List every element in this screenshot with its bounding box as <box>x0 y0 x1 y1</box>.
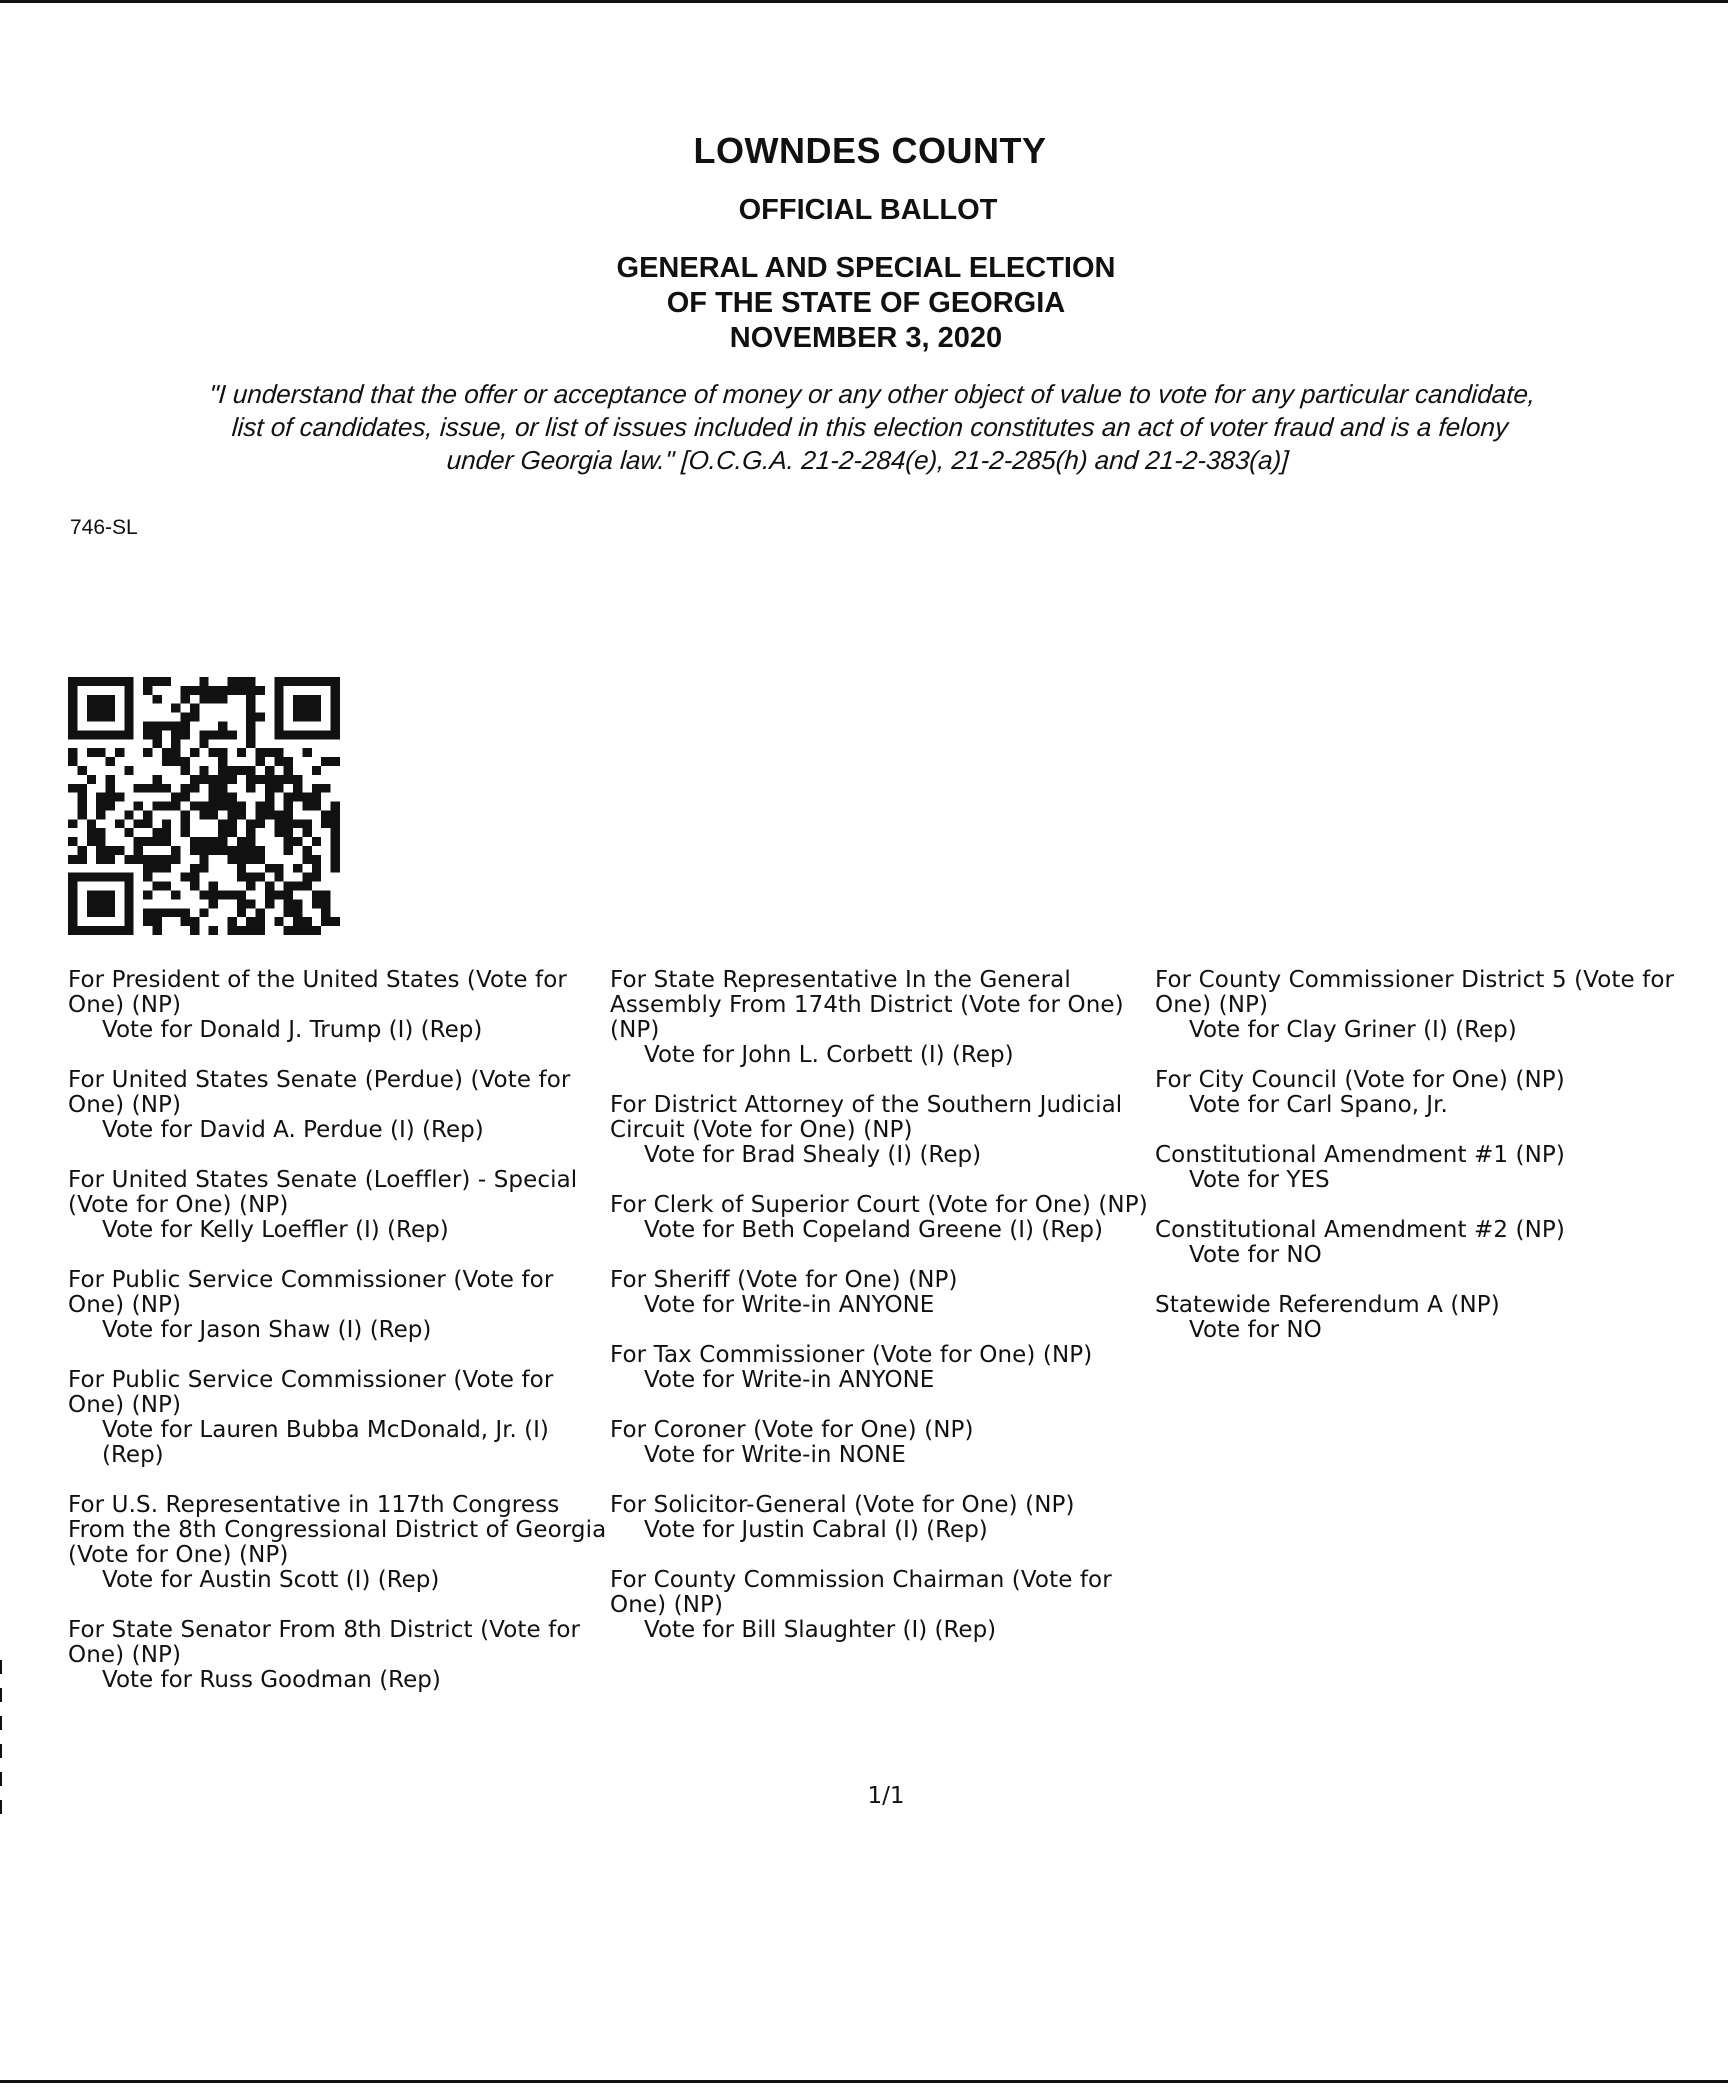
contest-title: For District Attorney of the Southern Judicial Circuit (Vote for One) (NP) <box>610 1092 1123 1143</box>
page-number: 1/1 <box>867 1783 905 1809</box>
contest-title: For Public Service Commissioner (Vote for One) (NP) <box>68 1367 554 1418</box>
ballot-style-code: 746-SL <box>70 516 138 539</box>
contest-choice: Vote for Austin Scott (I) (Rep) <box>102 1567 440 1593</box>
contest-item <box>610 1568 1150 1643</box>
contest-choice: Vote for David A. Perdue (I) (Rep) <box>102 1117 484 1143</box>
contest-item <box>610 1193 1150 1243</box>
contest-item <box>1155 1068 1695 1118</box>
contest-choice: Vote for NO <box>1189 1317 1322 1343</box>
contest-item <box>610 1343 1150 1393</box>
contest-title: For Tax Commissioner (Vote for One) (NP) <box>610 1342 1093 1368</box>
oath-line-1: "I understand that the offer or acceptance of money or any other object of value to vote for any particular candidate, <box>208 379 1537 409</box>
contest-title: For Clerk of Superior Court (Vote for One) (NP) <box>610 1192 1148 1218</box>
contest-choice: Vote for YES <box>1189 1167 1330 1193</box>
contest-item <box>68 1368 608 1468</box>
contest-title: For President of the United States (Vote for One) (NP) <box>68 967 567 1018</box>
contest-title: For Coroner (Vote for One) (NP) <box>610 1417 974 1443</box>
contest-item <box>68 1268 608 1343</box>
contest-item <box>68 968 608 1043</box>
contest-title: For United States Senate (Loeffler) - Special (Vote for One) (NP) <box>68 1167 578 1218</box>
contest-item <box>610 1093 1150 1168</box>
county-title: LOWNDES COUNTY <box>693 130 1047 171</box>
scan-edge-marks <box>0 1660 2 1820</box>
contest-item <box>68 1493 608 1593</box>
contest-choice: Vote for Write-in ANYONE <box>644 1292 935 1318</box>
contest-choice: Vote for Justin Cabral (I) (Rep) <box>644 1517 988 1543</box>
contest-choice: Vote for Carl Spano, Jr. <box>1189 1092 1448 1118</box>
contest-item <box>610 1268 1150 1318</box>
contest-choice: Vote for Clay Griner (I) (Rep) <box>1189 1017 1517 1043</box>
contest-title: For United States Senate (Perdue) (Vote for One) (NP) <box>68 1067 571 1118</box>
top-border-line <box>0 0 1728 3</box>
contest-title: For Solicitor-General (Vote for One) (NP) <box>610 1492 1075 1518</box>
ballot-type-title: OFFICIAL BALLOT <box>738 194 998 226</box>
contest-choice: Vote for NO <box>1189 1242 1322 1268</box>
contest-title: Constitutional Amendment #2 (NP) <box>1155 1217 1565 1243</box>
contest-choice: Vote for Write-in ANYONE <box>644 1367 935 1393</box>
contest-title: Constitutional Amendment #1 (NP) <box>1155 1142 1565 1168</box>
contest-item <box>1155 1143 1695 1193</box>
contest-item <box>610 1493 1150 1543</box>
contest-item <box>68 1168 608 1243</box>
contest-choice: Vote for Kelly Loeffler (I) (Rep) <box>102 1217 449 1243</box>
contest-choice: Vote for Jason Shaw (I) (Rep) <box>102 1317 432 1343</box>
election-title-line-1: GENERAL AND SPECIAL ELECTION <box>616 252 1116 284</box>
contest-item <box>68 1618 608 1693</box>
contest-choice: Vote for Beth Copeland Greene (I) (Rep) <box>644 1217 1103 1243</box>
contest-column-3 <box>1155 968 1695 1368</box>
contest-title: Statewide Referendum A (NP) <box>1155 1292 1500 1318</box>
voter-fraud-statement <box>57 378 1684 477</box>
contest-item <box>68 1068 608 1143</box>
contest-choice: Vote for Lauren Bubba McDonald, Jr. (I) (Rep) <box>102 1417 549 1468</box>
contest-title: For State Representative In the General Assembly From 174th District (Vote for One) (NP) <box>610 967 1124 1043</box>
contest-choice: Vote for Russ Goodman (Rep) <box>102 1667 441 1693</box>
contest-title: For County Commission Chairman (Vote for One) (NP) <box>610 1567 1112 1618</box>
contest-choice: Vote for Brad Shealy (I) (Rep) <box>644 1142 982 1168</box>
contest-column-1 <box>68 968 608 1718</box>
contest-title: For State Senator From 8th District (Vote for One) (NP) <box>68 1617 581 1668</box>
contest-title: For City Council (Vote for One) (NP) <box>1155 1067 1565 1093</box>
contest-choice: Vote for Write-in NONE <box>644 1442 906 1468</box>
oath-line-2: list of candidates, issue, or list of issues included in this election constitutes an act of voter fraud and is a felony <box>230 412 1510 442</box>
contest-item <box>1155 1293 1695 1343</box>
contest-item <box>1155 968 1695 1043</box>
contest-item <box>610 968 1150 1068</box>
ballot-header <box>0 130 1728 356</box>
bottom-border-line <box>0 2080 1728 2083</box>
election-date: NOVEMBER 3, 2020 <box>729 322 1003 354</box>
contest-title: For Public Service Commissioner (Vote for One) (NP) <box>68 1267 554 1318</box>
contest-title: For County Commissioner District 5 (Vote for One) (NP) <box>1155 967 1675 1018</box>
election-title-line-2: OF THE STATE OF GEORGIA <box>666 287 1066 319</box>
contest-choice: Vote for Bill Slaughter (I) (Rep) <box>644 1617 997 1643</box>
contest-item <box>610 1418 1150 1468</box>
contest-column-2 <box>610 968 1150 1668</box>
contest-title: For U.S. Representative in 117th Congress From the 8th Congressional District of Georgia (Vote for One) (NP) <box>68 1492 607 1568</box>
oath-line-3: under Georgia law." [O.C.G.A. 21-2-284(e), 21-2-285(h) and 21-2-383(a)] <box>445 445 1290 475</box>
contest-choice: Vote for Donald J. Trump (I) (Rep) <box>102 1017 483 1043</box>
contest-item <box>1155 1218 1695 1268</box>
qr-code <box>68 677 340 935</box>
contest-title: For Sheriff (Vote for One) (NP) <box>610 1267 958 1293</box>
contest-choice: Vote for John L. Corbett (I) (Rep) <box>644 1042 1014 1068</box>
